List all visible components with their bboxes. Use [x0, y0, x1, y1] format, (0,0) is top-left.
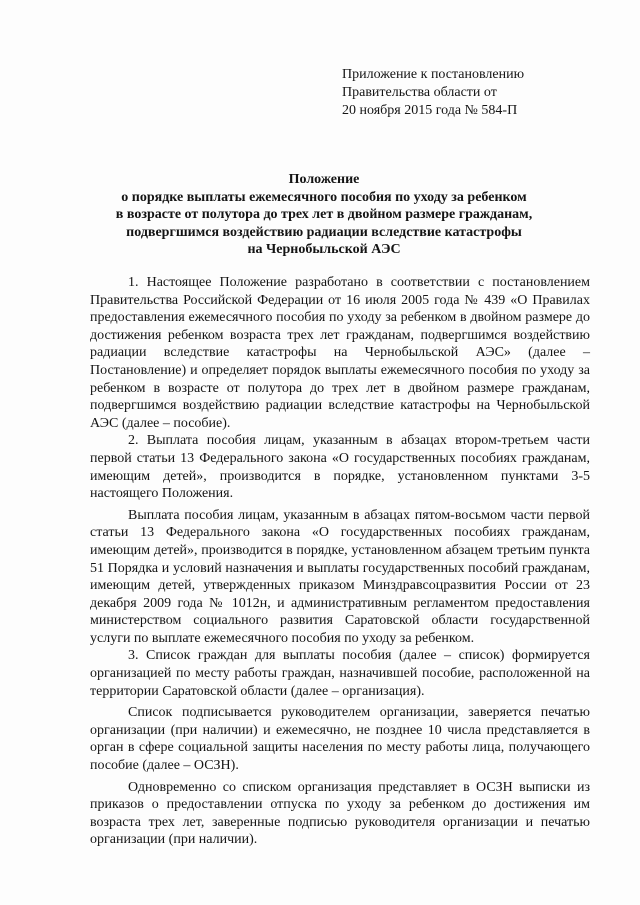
appendix-line: Правительства области от — [342, 85, 497, 100]
appendix-line: Приложение к постановлению — [342, 67, 525, 82]
appendix-header — [342, 66, 622, 120]
paragraph-4: 3. Список граждан для выплаты пособия (далее – список) формируется организацией по месту работы граждан, назначившей пособие, расположенной на территории Саратовской области (далее – организация). — [90, 648, 590, 699]
document-title — [80, 171, 568, 259]
title-line: Положение — [288, 172, 360, 187]
paragraph-1: 1. Настоящее Положение разработано в соответствии с постановлением Правительства Российской Федерации от 16 июля 2005 года № 439 «О Правилах предоставления ежемесячного пособия по уходу за ребенком в двойном размере до достижения ребенком возраста трех лет гражданам, подвергшимся воздействию радиации вследствие катастрофы на Чернобыльской АЭС» (далее – Постановление) и определяет порядок выплаты ежемесячного пособия по уходу за ребенком в возрасте от полутора до трех лет в двойном размере гражданам, подвергшимся воздействию радиации вследствие катастрофы на Чернобыльской АЭС (далее – пособие). — [90, 275, 590, 431]
paragraph-5: Список подписывается руководителем организации, заверяется печатью организации (при наличии) и ежемесячно, не позднее 10 числа представляется в орган в сфере социальной защиты населения по месту работы лица, получающего пособие (далее – ОСЗН). — [90, 705, 590, 774]
paragraph-6: Одновременно со списком организация представляет в ОСЗН выписки из приказов о предоставлении отпуска по уходу за ребенком до достижения им возраста трех лет, заверенные подписью руководителя организации и печатью организации (при наличии). — [90, 779, 590, 848]
title-line: на Чернобыльской АЭС — [247, 242, 401, 258]
paragraph-2: 2. Выплата пособия лицам, указанным в абзацах втором-третьем части первой статьи 13 Федерального закона «О государственных пособиях гражданам, имеющим детей», производится в порядке, установленном пунктами 3-5 настоящего Положения. — [90, 433, 590, 502]
appendix-line: 20 ноября 2015 года № 584-П — [342, 103, 518, 118]
title-line: в возрасте от полутора до трех лет в двойном размере гражданам, — [115, 207, 533, 223]
document-body — [90, 274, 590, 849]
title-line: подвергшимся воздействию радиации вследствие катастрофы — [126, 224, 522, 240]
title-line: о порядке выплаты ежемесячного пособия по уходу за ребенком — [121, 189, 527, 205]
paragraph-3: Выплата пособия лицам, указанным в абзацах пятом-восьмом части первой статьи 13 Федерального закона «О государственных пособиях гражданам, имеющим детей», производится в порядке, установленном абзацем третьим пункта 51 Порядка и условий назначения и выплаты государственных пособий гражданам, имеющим детей, утвержденных приказом Минздравсоцразвития России от 23 декабря 2009 года № 1012н, и административным регламентом предоставления министерством социального развития Саратовской области государственной услуги по выплате ежемесячного пособия по уходу за ребенком. — [90, 507, 590, 646]
